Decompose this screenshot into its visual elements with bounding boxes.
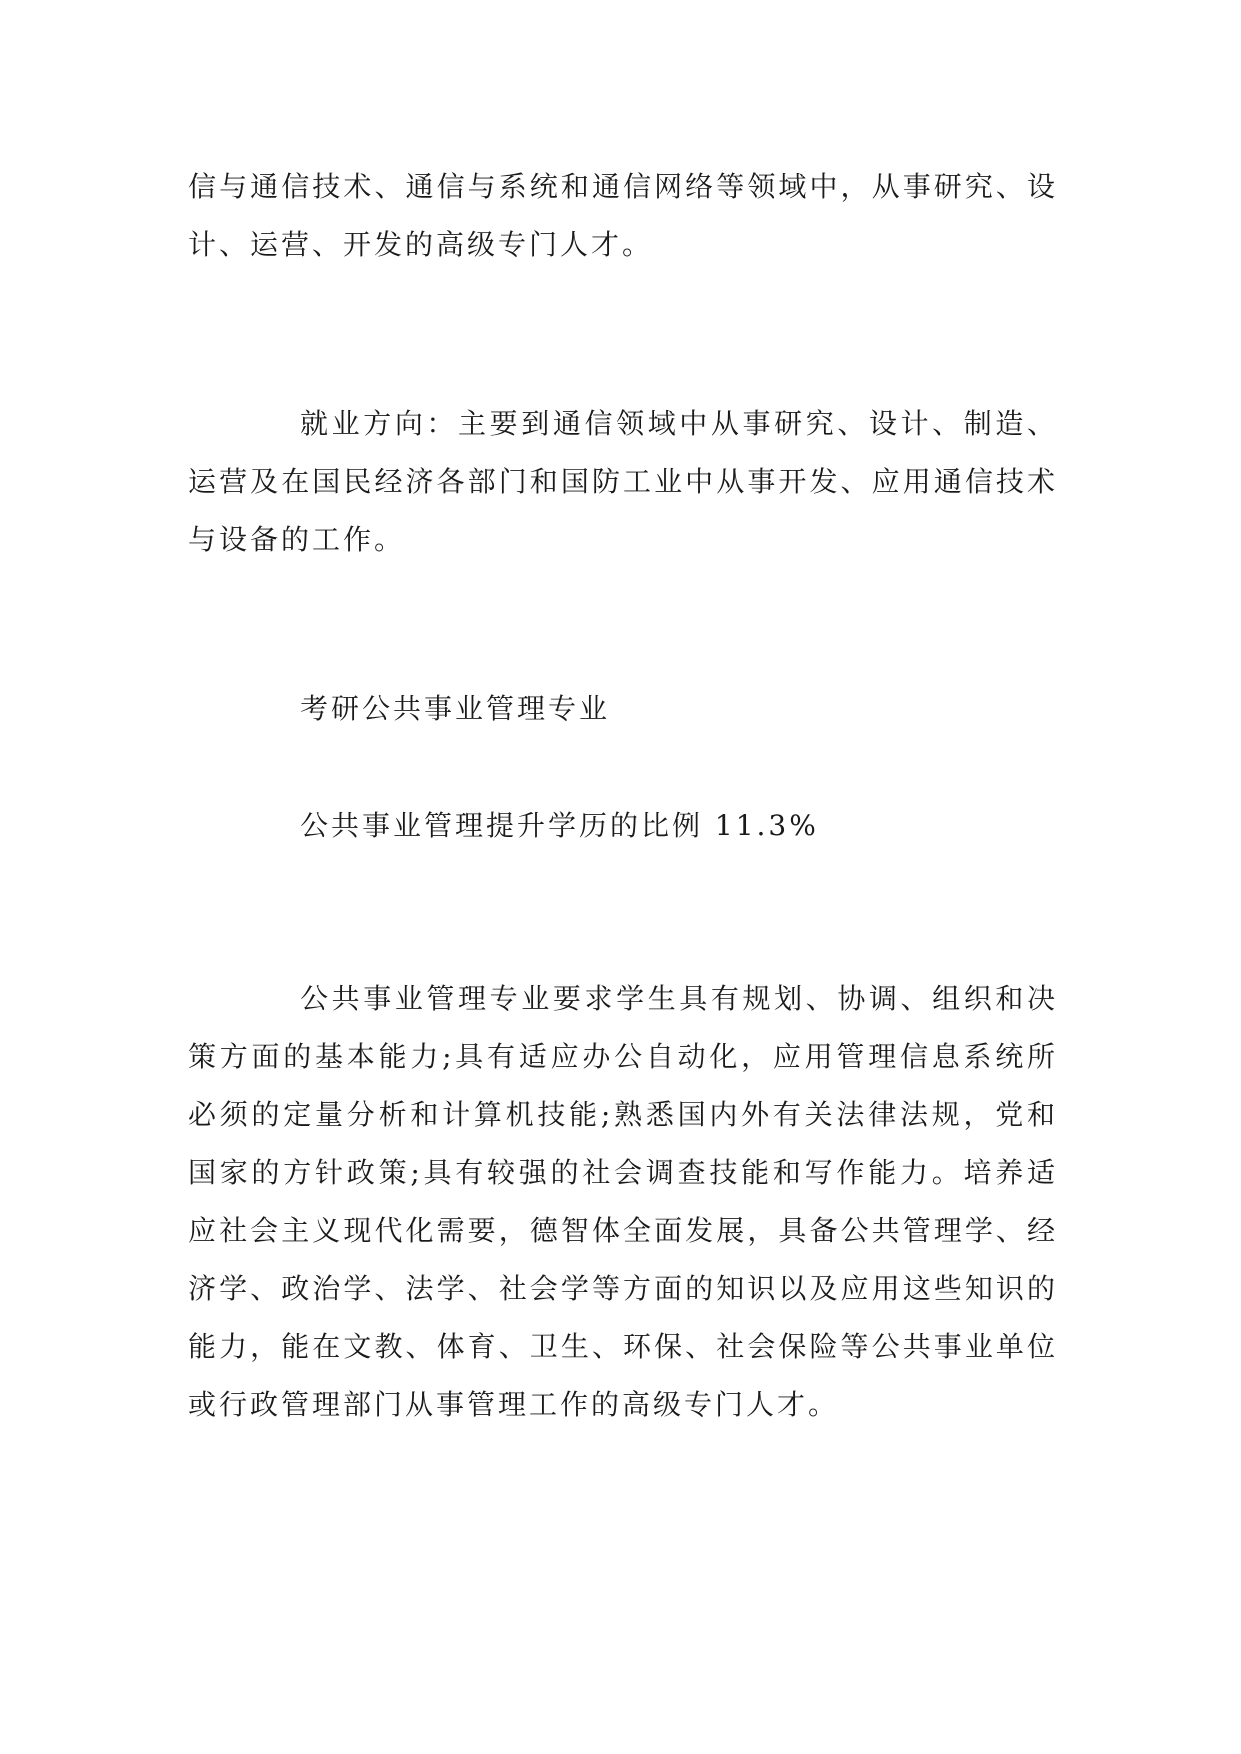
paragraph-continuation: 信与通信技术、通信与系统和通信网络等领域中，从事研究、设计、运营、开发的高级专门人才。: [188, 170, 1058, 261]
paragraph-public-affairs-description: 公共事业管理专业要求学生具有规划、协调、组织和决策方面的基本能力;具有适应办公自动化，应用管理信息系统所必须的定量分析和计算机技能;熟悉国内外有关法律法规，党和国家的方针政策;具有较强的社会调查技能和写作能力。培养适应社会主义现代化需要，德智体全面发展，具备公共管理学、经济学、政治学、法学、社会学等方面的知识以及应用这些知识的能力，能在文教、体育、卫生、环保、社会保险等公共事业单位或行政管理部门从事管理工作的高级专门人才。: [188, 982, 1058, 1421]
statistic-line: 公共事业管理提升学历的比例 11.3%: [300, 809, 819, 842]
paragraph-employment-direction: 就业方向：主要到通信领域中从事研究、设计、制造、运营及在国民经济各部门和国防工业中从事开发、应用通信技术与设备的工作。: [188, 407, 1058, 556]
section-heading-major: 考研公共事业管理专业: [300, 692, 611, 725]
